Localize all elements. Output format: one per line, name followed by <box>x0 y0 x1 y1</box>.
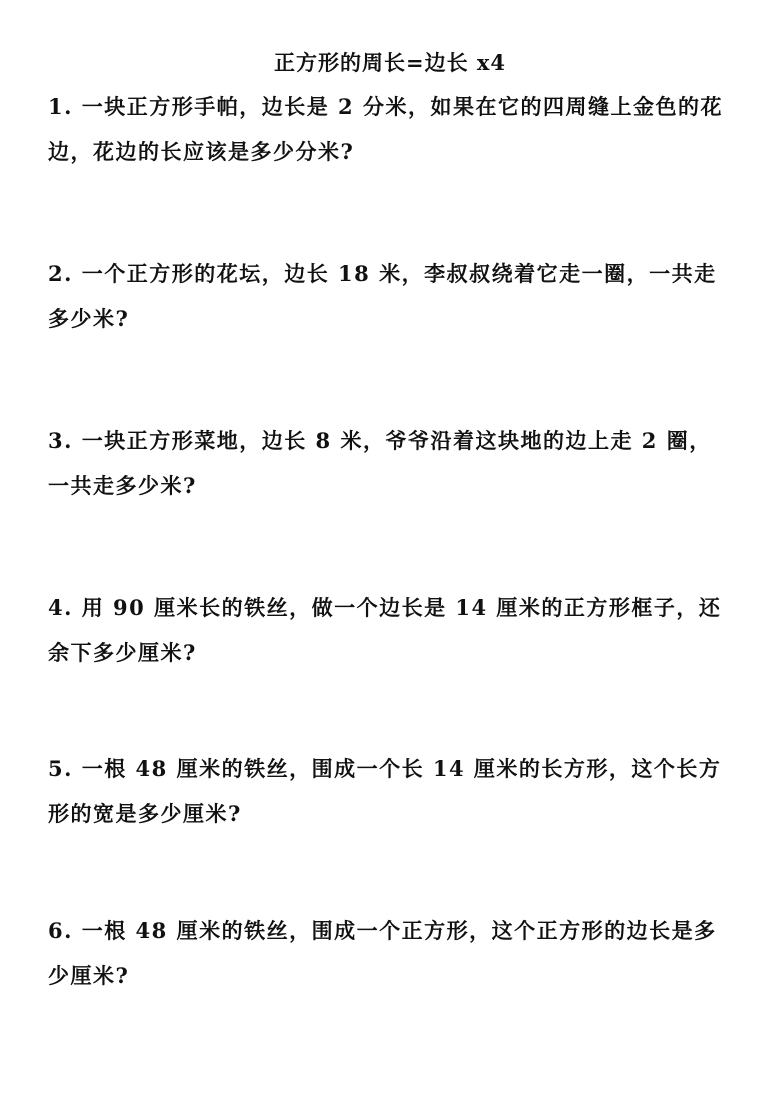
problem-2: 2. 一个正方形的花坛，边长 18 米，李叔叔绕着它走一圈，一共走多少米? <box>48 261 717 331</box>
problem-5: 5. 一根 48 厘米的铁丝，围成一个长 14 厘米的长方形，这个长方形的宽是多少厘米? <box>48 756 722 826</box>
problem-3: 3. 一块正方形菜地，边长 8 米，爷爷沿着这块地的边上走 2 圈，一共走多少米? <box>48 428 712 498</box>
problem-4: 4. 用 90 厘米长的铁丝，做一个边长是 14 厘米的正方形框子，还余下多少厘米? <box>48 595 722 665</box>
problem-6: 6. 一根 48 厘米的铁丝，围成一个正方形，这个正方形的边长是多少厘米? <box>48 918 717 988</box>
worksheet-title: 正方形的周长=边长 x4 <box>273 50 507 75</box>
problem-1: 1. 一块正方形手帕，边长是 2 分米，如果在它的四周缝上金色的花边，花边的长应该是多少分米? <box>48 94 723 164</box>
